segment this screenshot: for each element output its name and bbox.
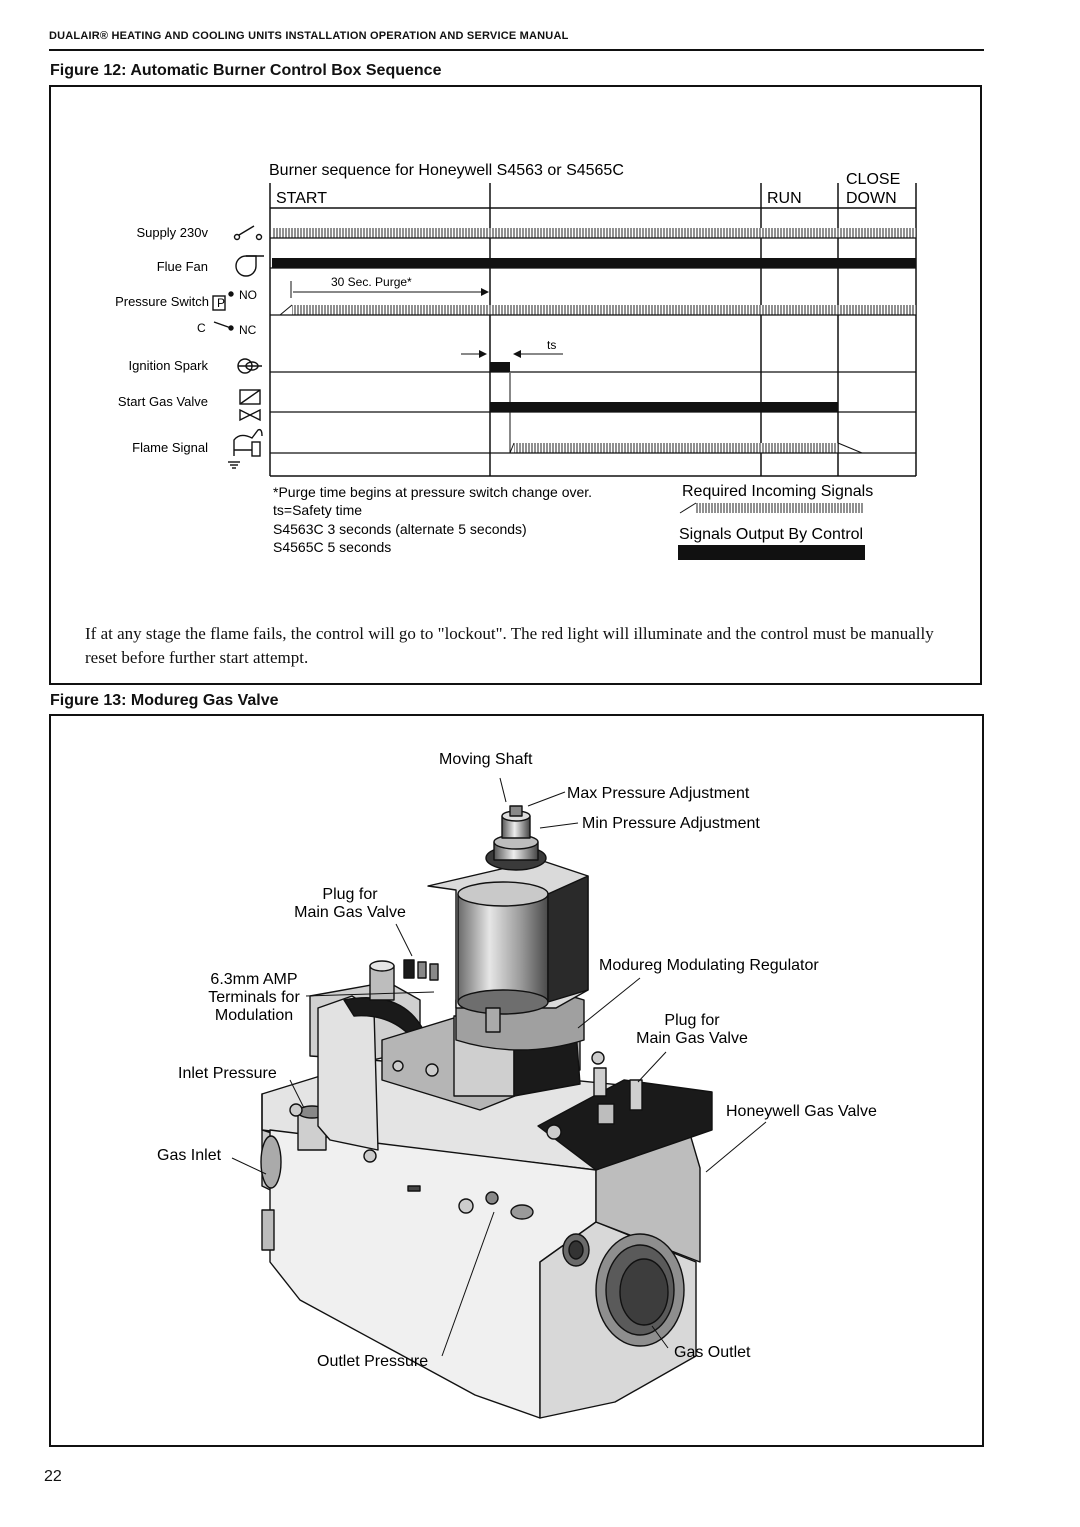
ignition-spark-icon (238, 359, 262, 373)
label-moving-shaft: Moving Shaft (439, 751, 533, 768)
purge-label: 30 Sec. Purge* (331, 275, 412, 289)
flue-fan-signal (272, 258, 916, 268)
label-amp-2: Terminals for (208, 989, 300, 1006)
fan-icon (236, 256, 264, 276)
label-honeywell: Honeywell Gas Valve (726, 1103, 877, 1120)
legend-output-swatch (678, 545, 865, 560)
ts-label: ts (547, 338, 557, 352)
label-gas-inlet: Gas Inlet (157, 1147, 222, 1164)
supply-signal (272, 228, 916, 238)
label-gas-outlet: Gas Outlet (674, 1344, 751, 1361)
phase-start-label: START (276, 190, 327, 207)
flame-signal (514, 443, 838, 453)
row-symbols (213, 226, 264, 468)
label-plug2-2: Main Gas Valve (636, 1030, 748, 1047)
row-label-pressure-switch: Pressure Switch (115, 294, 209, 309)
label-plug-main-1: Plug for (322, 886, 378, 903)
label-amp-3: Modulation (214, 1007, 294, 1024)
switch-no-label: NO (239, 288, 257, 302)
legend-incoming-swatch (696, 503, 864, 513)
phase-run-label: RUN (767, 190, 802, 207)
sequence-title: Burner sequence for Honeywell S4563 or S4565C (269, 162, 624, 179)
gas-valve-icon (240, 390, 260, 420)
phase-down-label: DOWN (846, 190, 897, 207)
label-inlet-pressure: Inlet Pressure (178, 1065, 277, 1082)
note-ts: ts=Safety time (273, 502, 363, 518)
legend-output-label: Signals Output By Control (679, 526, 864, 543)
ignition-signal (490, 362, 510, 372)
supply-switch-icon (235, 226, 262, 240)
row-label-start-gas: Start Gas Valve (117, 394, 208, 409)
label-amp-1: 6.3mm AMP (210, 971, 298, 988)
sequence-chart (269, 162, 916, 476)
label-min-pressure: Min Pressure Adjustment (582, 815, 760, 832)
label-plug-main-2: Main Gas Valve (294, 904, 406, 921)
label-outlet-pressure: Outlet Pressure (317, 1353, 429, 1370)
phase-close-label: CLOSE (846, 171, 901, 188)
lockout-paragraph: If at any stage the flame fails, the control will go to "lockout". The red light will illuminate and the control must be manually reset before further start attempt. (85, 624, 934, 667)
label-modureg: Modureg Modulating Regulator (599, 957, 819, 974)
switch-c-label: C (197, 321, 206, 335)
note-s4563c: S4563C 3 seconds (alternate 5 seconds) (273, 521, 527, 537)
running-header: DUALAIR® HEATING AND COOLING UNITS INSTALLATION OPERATION AND SERVICE MANUAL (49, 30, 569, 42)
note-s4565c: S4565C 5 seconds (273, 539, 392, 555)
row-labels (115, 225, 209, 455)
page-number: 22 (44, 1468, 62, 1485)
pressure-switch-signal (292, 305, 916, 315)
label-max-pressure: Max Pressure Adjustment (567, 785, 750, 802)
legend-incoming-label: Required Incoming Signals (682, 483, 874, 500)
switch-p-label: P (217, 296, 226, 310)
note-purge: *Purge time begins at pressure switch change over. (273, 484, 593, 500)
label-plug2-1: Plug for (664, 1012, 720, 1029)
figure-12-title: Figure 12: Automatic Burner Control Box Sequence (50, 62, 442, 79)
row-label-supply: Supply 230v (136, 225, 208, 240)
row-label-flame: Flame Signal (132, 440, 208, 455)
row-label-flue-fan: Flue Fan (156, 259, 208, 274)
figure-13-title: Figure 13: Modureg Gas Valve (50, 692, 279, 709)
row-label-ignition: Ignition Spark (128, 358, 208, 373)
start-gas-signal (490, 402, 838, 412)
switch-nc-label: NC (239, 323, 257, 337)
flame-probe-icon (228, 430, 262, 468)
